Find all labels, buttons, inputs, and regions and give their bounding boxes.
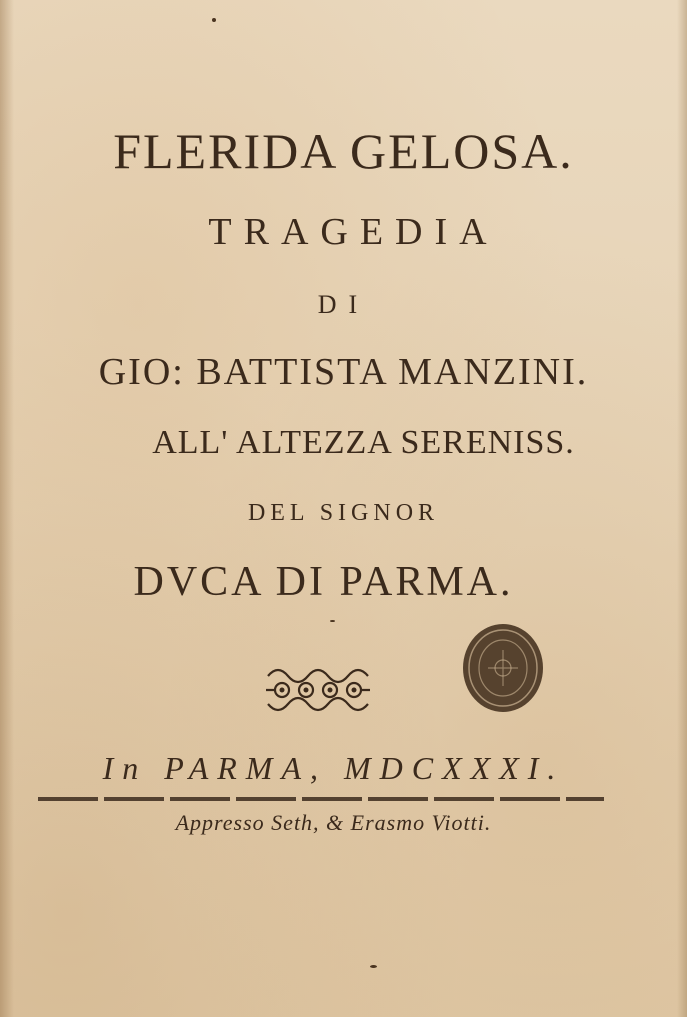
dedication-line-3: DVCA DI PARMA. <box>133 559 514 605</box>
imprint-place-date: In PARMA, MDCXXXI. <box>102 750 565 786</box>
dedication-line-2: DEL SIGNOR <box>247 500 440 526</box>
paper-speck <box>212 18 216 22</box>
library-stamp-icon <box>460 622 546 714</box>
paper-speck <box>330 620 335 622</box>
genre-line: TRAGEDIA <box>208 211 499 253</box>
imprint-rule <box>38 797 604 801</box>
author-name: GIO: BATTISTA MANZINI. <box>98 351 589 393</box>
paper-speck <box>370 965 377 968</box>
imprint-printers: Appresso Seth, & Erasmo Viotti. <box>175 810 492 835</box>
dedication-line-1: ALL' ALTEZZA SERENISS. <box>152 424 575 461</box>
by-line: DI <box>317 290 370 319</box>
book-title: FLERIDA GELOSA. <box>113 123 574 179</box>
printer-ornament-icon <box>262 662 374 718</box>
